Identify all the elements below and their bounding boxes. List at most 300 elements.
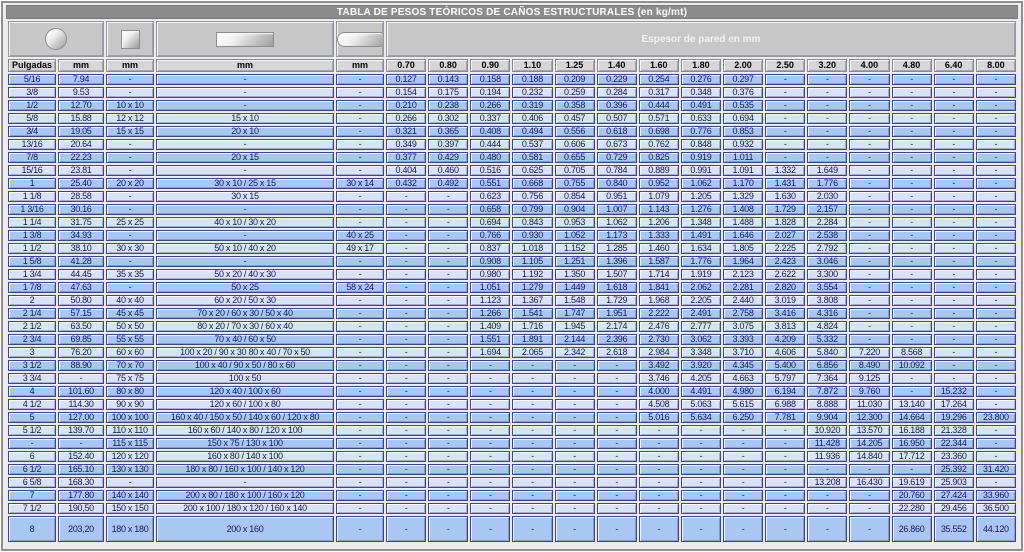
cell: -	[976, 295, 1016, 306]
cell: 1.152	[555, 243, 595, 254]
cell: 16.188	[892, 425, 932, 436]
cell: 1.945	[555, 321, 595, 332]
icon-cell-round	[8, 21, 104, 57]
cell: 0.317	[639, 87, 679, 98]
cell: -	[849, 243, 889, 254]
column-header-thickness-1.60: 1.60	[639, 59, 679, 72]
cell: 0.480	[470, 152, 510, 163]
cell: -	[336, 477, 384, 488]
cell: 1.646	[723, 230, 763, 241]
cell: 2 1/4	[8, 308, 56, 319]
cell: 3.808	[807, 295, 847, 306]
cell: -	[386, 503, 426, 514]
cell: -	[428, 477, 468, 488]
cell: 0.321	[386, 126, 426, 137]
table-row	[8, 477, 1016, 488]
cell: 0.259	[555, 87, 595, 98]
cell: 0.377	[386, 152, 426, 163]
cell: 5.332	[807, 334, 847, 345]
table-row	[8, 113, 1016, 124]
cell: 101.60	[58, 386, 104, 397]
cell: 1.460	[639, 243, 679, 254]
cell: 3 1/2	[8, 360, 56, 371]
cell: 1.206	[639, 217, 679, 228]
table-row	[8, 269, 1016, 280]
cell: 17.712	[892, 451, 932, 462]
cell: 0.843	[512, 217, 552, 228]
cell: 12 x 12	[106, 113, 154, 124]
cell: -	[892, 295, 932, 306]
cell: 4.491	[681, 386, 721, 397]
cell: 30 x 15	[156, 191, 334, 202]
cell: 1.062	[597, 217, 637, 228]
weights-table	[6, 19, 1018, 544]
cell: 1.007	[597, 204, 637, 215]
cell: -	[723, 451, 763, 462]
cell: 14.205	[849, 438, 889, 449]
cell: 0.537	[512, 139, 552, 150]
table-row	[8, 386, 1016, 397]
cell: 2.157	[807, 204, 847, 215]
table-row	[8, 87, 1016, 98]
cell: -	[849, 165, 889, 176]
cell: 0.694	[723, 113, 763, 124]
cell: -	[156, 165, 334, 176]
cell: -	[765, 490, 805, 501]
cell: -	[681, 477, 721, 488]
cell: 1.011	[723, 152, 763, 163]
cell: -	[976, 74, 1016, 85]
cell: 19.296	[934, 412, 974, 423]
cell: -	[892, 464, 932, 475]
cell: 3.416	[765, 308, 805, 319]
cell: 0.302	[428, 113, 468, 124]
cell: -	[336, 360, 384, 371]
cell: -	[156, 256, 334, 267]
cell: -	[386, 334, 426, 345]
cell: -	[892, 386, 932, 397]
cell: 2.144	[555, 334, 595, 345]
cell: 11.030	[849, 399, 889, 410]
cell: -	[336, 399, 384, 410]
cell: -	[976, 360, 1016, 371]
column-header-thickness-8.00: 8.00	[976, 59, 1016, 72]
table-row	[8, 139, 1016, 150]
cell: -	[723, 438, 763, 449]
cell: 44.120	[976, 516, 1016, 542]
cell: 0.516	[470, 165, 510, 176]
cell: -	[934, 295, 974, 306]
cell: -	[336, 464, 384, 475]
cell: -	[470, 373, 510, 384]
cell: -	[555, 373, 595, 384]
cell: 9.904	[807, 412, 847, 423]
cell: -	[892, 334, 932, 345]
cell: 3.075	[723, 321, 763, 332]
cell: 1.805	[723, 243, 763, 254]
cell: -	[386, 295, 426, 306]
shape-icon-row	[8, 21, 1016, 57]
cell: 7/8	[8, 152, 56, 163]
cell: 1.285	[597, 243, 637, 254]
cell: -	[639, 464, 679, 475]
cell: -	[976, 100, 1016, 111]
cell: 0.175	[428, 87, 468, 98]
page-frame	[1, 1, 1023, 551]
cell: 15.232	[934, 386, 974, 397]
cell: -	[512, 516, 552, 542]
cell: -	[765, 438, 805, 449]
cell: -	[512, 399, 552, 410]
cell: 2.342	[555, 347, 595, 358]
table-row	[8, 360, 1016, 371]
cell: -	[106, 87, 154, 98]
cell: 1.729	[765, 204, 805, 215]
cell: 4 1/2	[8, 399, 56, 410]
cell: 139.70	[58, 425, 104, 436]
cell: -	[470, 360, 510, 371]
cell: -	[597, 360, 637, 371]
cell: 152.40	[58, 451, 104, 462]
cell: -	[849, 334, 889, 345]
cell: 0.358	[555, 100, 595, 111]
cell: 3.348	[681, 347, 721, 358]
cell: 1 3/8	[8, 230, 56, 241]
cell: 0.507	[597, 113, 637, 124]
cell: -	[428, 373, 468, 384]
cell: 1/2	[8, 100, 56, 111]
cell: 0.492	[428, 178, 468, 189]
cell: -	[934, 100, 974, 111]
cell: -	[597, 386, 637, 397]
cell: 1.964	[723, 256, 763, 267]
cell: -	[934, 165, 974, 176]
cell: 8.888	[807, 399, 847, 410]
cell: -	[892, 139, 932, 150]
cell: -	[681, 438, 721, 449]
cell: 130 x 130	[106, 464, 154, 475]
cell: 0.618	[597, 126, 637, 137]
cell: -	[892, 126, 932, 137]
cell: 75 x 75	[106, 373, 154, 384]
cell: 3.492	[639, 360, 679, 371]
cell: 7 1/2	[8, 503, 56, 514]
cell: -	[934, 139, 974, 150]
cell: -	[336, 503, 384, 514]
cell: 20.760	[892, 490, 932, 501]
table-row	[8, 503, 1016, 514]
cell: 15.88	[58, 113, 104, 124]
cell: 3	[8, 347, 56, 358]
cell: 11.428	[807, 438, 847, 449]
cell: -	[156, 230, 334, 241]
cell: 1 7/8	[8, 282, 56, 293]
cell: 0.337	[470, 113, 510, 124]
cell: -	[849, 490, 889, 501]
cell: 3/8	[8, 87, 56, 98]
cell: -	[336, 321, 384, 332]
cell: 10.092	[892, 360, 932, 371]
column-header-thickness-2.50: 2.50	[765, 59, 805, 72]
cell: 0.266	[470, 100, 510, 111]
cell: -	[723, 464, 763, 475]
cell: 69.85	[58, 334, 104, 345]
cell: 4.000	[639, 386, 679, 397]
cell: 25.392	[934, 464, 974, 475]
column-header-thickness-1.40: 1.40	[597, 59, 637, 72]
cell: 26.860	[892, 516, 932, 542]
cell: -	[765, 126, 805, 137]
cell: 1.449	[555, 282, 595, 293]
cell: 80 x 20 / 70 x 30 / 60 x 40	[156, 321, 334, 332]
cell: 1.618	[597, 282, 637, 293]
cell: -	[512, 360, 552, 371]
cell: 1.079	[639, 191, 679, 202]
cell: 1.276	[681, 204, 721, 215]
cell: -	[976, 152, 1016, 163]
cell: 2.820	[765, 282, 805, 293]
cell: 100 x 100	[106, 412, 154, 423]
cell: 1.051	[470, 282, 510, 293]
cell: -	[934, 204, 974, 215]
table-row	[8, 204, 1016, 215]
cell: 160 x 40 / 150 x 50 / 140 x 60 / 120 x 80	[156, 412, 334, 423]
cell: -	[849, 126, 889, 137]
cell: 9.53	[58, 87, 104, 98]
cell: -	[512, 464, 552, 475]
cell: -	[723, 425, 763, 436]
cell: 0.766	[470, 230, 510, 241]
cell: 2 1/2	[8, 321, 56, 332]
cell: -	[807, 503, 847, 514]
cell: -	[336, 516, 384, 542]
cell: 7.872	[807, 386, 847, 397]
cell: 6.988	[765, 399, 805, 410]
cell: -	[428, 464, 468, 475]
cell: 2.284	[807, 217, 847, 228]
cell: -	[386, 399, 426, 410]
cell: -	[934, 178, 974, 189]
cell: -	[555, 425, 595, 436]
cell: 1.205	[681, 191, 721, 202]
cell: -	[807, 87, 847, 98]
cell: 50 x 20 / 40 x 30	[156, 269, 334, 280]
cell: 1.396	[597, 256, 637, 267]
cell: -	[892, 256, 932, 267]
cell: 2.984	[639, 347, 679, 358]
table-row	[8, 165, 1016, 176]
cell: 25.40	[58, 178, 104, 189]
cell: -	[849, 295, 889, 306]
cell: 1.541	[512, 308, 552, 319]
cell: 200 x 80 / 180 x 100 / 160 x 120	[156, 490, 334, 501]
column-header-unit-2: mm	[106, 59, 154, 72]
cell: -	[428, 217, 468, 228]
cell: 0.625	[512, 165, 552, 176]
cell: -	[428, 425, 468, 436]
cell: 3/4	[8, 126, 56, 137]
cell: -	[386, 516, 426, 542]
cell: 0.365	[428, 126, 468, 137]
cell: -	[555, 503, 595, 514]
cell: 4.345	[723, 360, 763, 371]
cell: -	[892, 87, 932, 98]
cell: -	[976, 269, 1016, 280]
cell: -	[156, 100, 334, 111]
table-row	[8, 217, 1016, 228]
cell: 150 x 150	[106, 503, 154, 514]
cell: 110 x 110	[106, 425, 154, 436]
cell: 180 x 180	[106, 516, 154, 542]
cell: -	[597, 373, 637, 384]
cell: 0.396	[597, 100, 637, 111]
cell: 25.903	[934, 477, 974, 488]
cell: -	[597, 451, 637, 462]
cell: 9.125	[849, 373, 889, 384]
cell: 5 1/2	[8, 425, 56, 436]
cell: -	[765, 464, 805, 475]
cell: 2.440	[723, 295, 763, 306]
cell: -	[976, 451, 1016, 462]
cell: -	[849, 113, 889, 124]
cell: 200 x 100 / 180 x 120 / 160 x 140	[156, 503, 334, 514]
cell: -	[934, 334, 974, 345]
cell: -	[976, 438, 1016, 449]
cell: 150 x 75 / 130 x 100	[156, 438, 334, 449]
cell: 0.908	[470, 256, 510, 267]
cell: 0.991	[681, 165, 721, 176]
cell: 1.587	[639, 256, 679, 267]
cell: -	[892, 282, 932, 293]
cell: -	[555, 490, 595, 501]
cell: 0.755	[555, 178, 595, 189]
cell: 168.30	[58, 477, 104, 488]
cell: -	[681, 451, 721, 462]
cell: -	[976, 334, 1016, 345]
cell: 23.360	[934, 451, 974, 462]
cell: 1.488	[723, 217, 763, 228]
cell: 9.760	[849, 386, 889, 397]
cell: -	[934, 360, 974, 371]
cell: -	[555, 399, 595, 410]
cell: -	[336, 295, 384, 306]
cell: -	[428, 490, 468, 501]
cell: 60 x 60	[106, 347, 154, 358]
cell: 13.208	[807, 477, 847, 488]
cell: 0.980	[470, 269, 510, 280]
cell: 60 x 20 / 50 x 30	[156, 295, 334, 306]
cell: -	[681, 490, 721, 501]
cell: -	[386, 386, 426, 397]
cell: 0.143	[428, 74, 468, 85]
cell: 120 x 40 / 100 x 60	[156, 386, 334, 397]
cell: 1.279	[512, 282, 552, 293]
cell: -	[428, 230, 468, 241]
cell: 30 x 30	[106, 243, 154, 254]
cell: 0.668	[512, 178, 552, 189]
cell: 5/16	[8, 74, 56, 85]
cell: 1.828	[765, 217, 805, 228]
cell: 20 x 20	[106, 178, 154, 189]
cell: 35.552	[934, 516, 974, 542]
cell: 0.853	[723, 126, 763, 137]
cell: -	[336, 139, 384, 150]
cell: 1.551	[470, 334, 510, 345]
cell: 1.431	[765, 178, 805, 189]
cell: -	[555, 516, 595, 542]
cell: -	[470, 425, 510, 436]
cell: 20.64	[58, 139, 104, 150]
cell: 0.571	[639, 113, 679, 124]
cell: -	[934, 113, 974, 124]
cell: -	[807, 490, 847, 501]
cell: 1.018	[512, 243, 552, 254]
cell: 8.568	[892, 347, 932, 358]
cell: 50 x 25	[156, 282, 334, 293]
cell: 1.694	[470, 347, 510, 358]
cell: -	[597, 516, 637, 542]
cell: 2 3/4	[8, 334, 56, 345]
cell: 1.052	[555, 230, 595, 241]
cell: -	[470, 490, 510, 501]
cell: -	[892, 308, 932, 319]
cell: 33.960	[976, 490, 1016, 501]
cell: -	[681, 503, 721, 514]
cell: 1.266	[470, 308, 510, 319]
table-row	[8, 152, 1016, 163]
table-row	[8, 399, 1016, 410]
cell: 13.570	[849, 425, 889, 436]
cell: 0.930	[512, 230, 552, 241]
cell: -	[386, 204, 426, 215]
cell: 0.297	[723, 74, 763, 85]
table-row	[8, 321, 1016, 332]
cell: 40 x 40	[106, 295, 154, 306]
wall-thickness-band-label: Espesor de pared en mm	[386, 21, 1016, 57]
cell: 28.58	[58, 191, 104, 202]
cell: 27.424	[934, 490, 974, 501]
cell: -	[976, 347, 1016, 358]
cell: 1 3/4	[8, 269, 56, 280]
cell: 1.091	[723, 165, 763, 176]
cell: -	[681, 516, 721, 542]
cell: -	[512, 490, 552, 501]
cell: 0.556	[555, 126, 595, 137]
cell: 0.494	[512, 126, 552, 137]
cell: -	[723, 477, 763, 488]
cell: 19.619	[892, 477, 932, 488]
cell: 13.140	[892, 399, 932, 410]
table-row	[8, 490, 1016, 501]
cell: 1 1/4	[8, 217, 56, 228]
cell: -	[807, 152, 847, 163]
cell: -	[386, 477, 426, 488]
cell: 5	[8, 412, 56, 423]
cell: 0.698	[639, 126, 679, 137]
cell: 0.429	[428, 152, 468, 163]
cell: -	[934, 321, 974, 332]
cell: -	[512, 503, 552, 514]
cell: -	[849, 204, 889, 215]
cell: 1	[8, 178, 56, 189]
cell: 47.63	[58, 282, 104, 293]
cell: 3.746	[639, 373, 679, 384]
cell: 20 x 10	[156, 126, 334, 137]
cell: -	[336, 334, 384, 345]
cell: -	[934, 256, 974, 267]
cell: 4.663	[723, 373, 763, 384]
cell: 4.606	[765, 347, 805, 358]
